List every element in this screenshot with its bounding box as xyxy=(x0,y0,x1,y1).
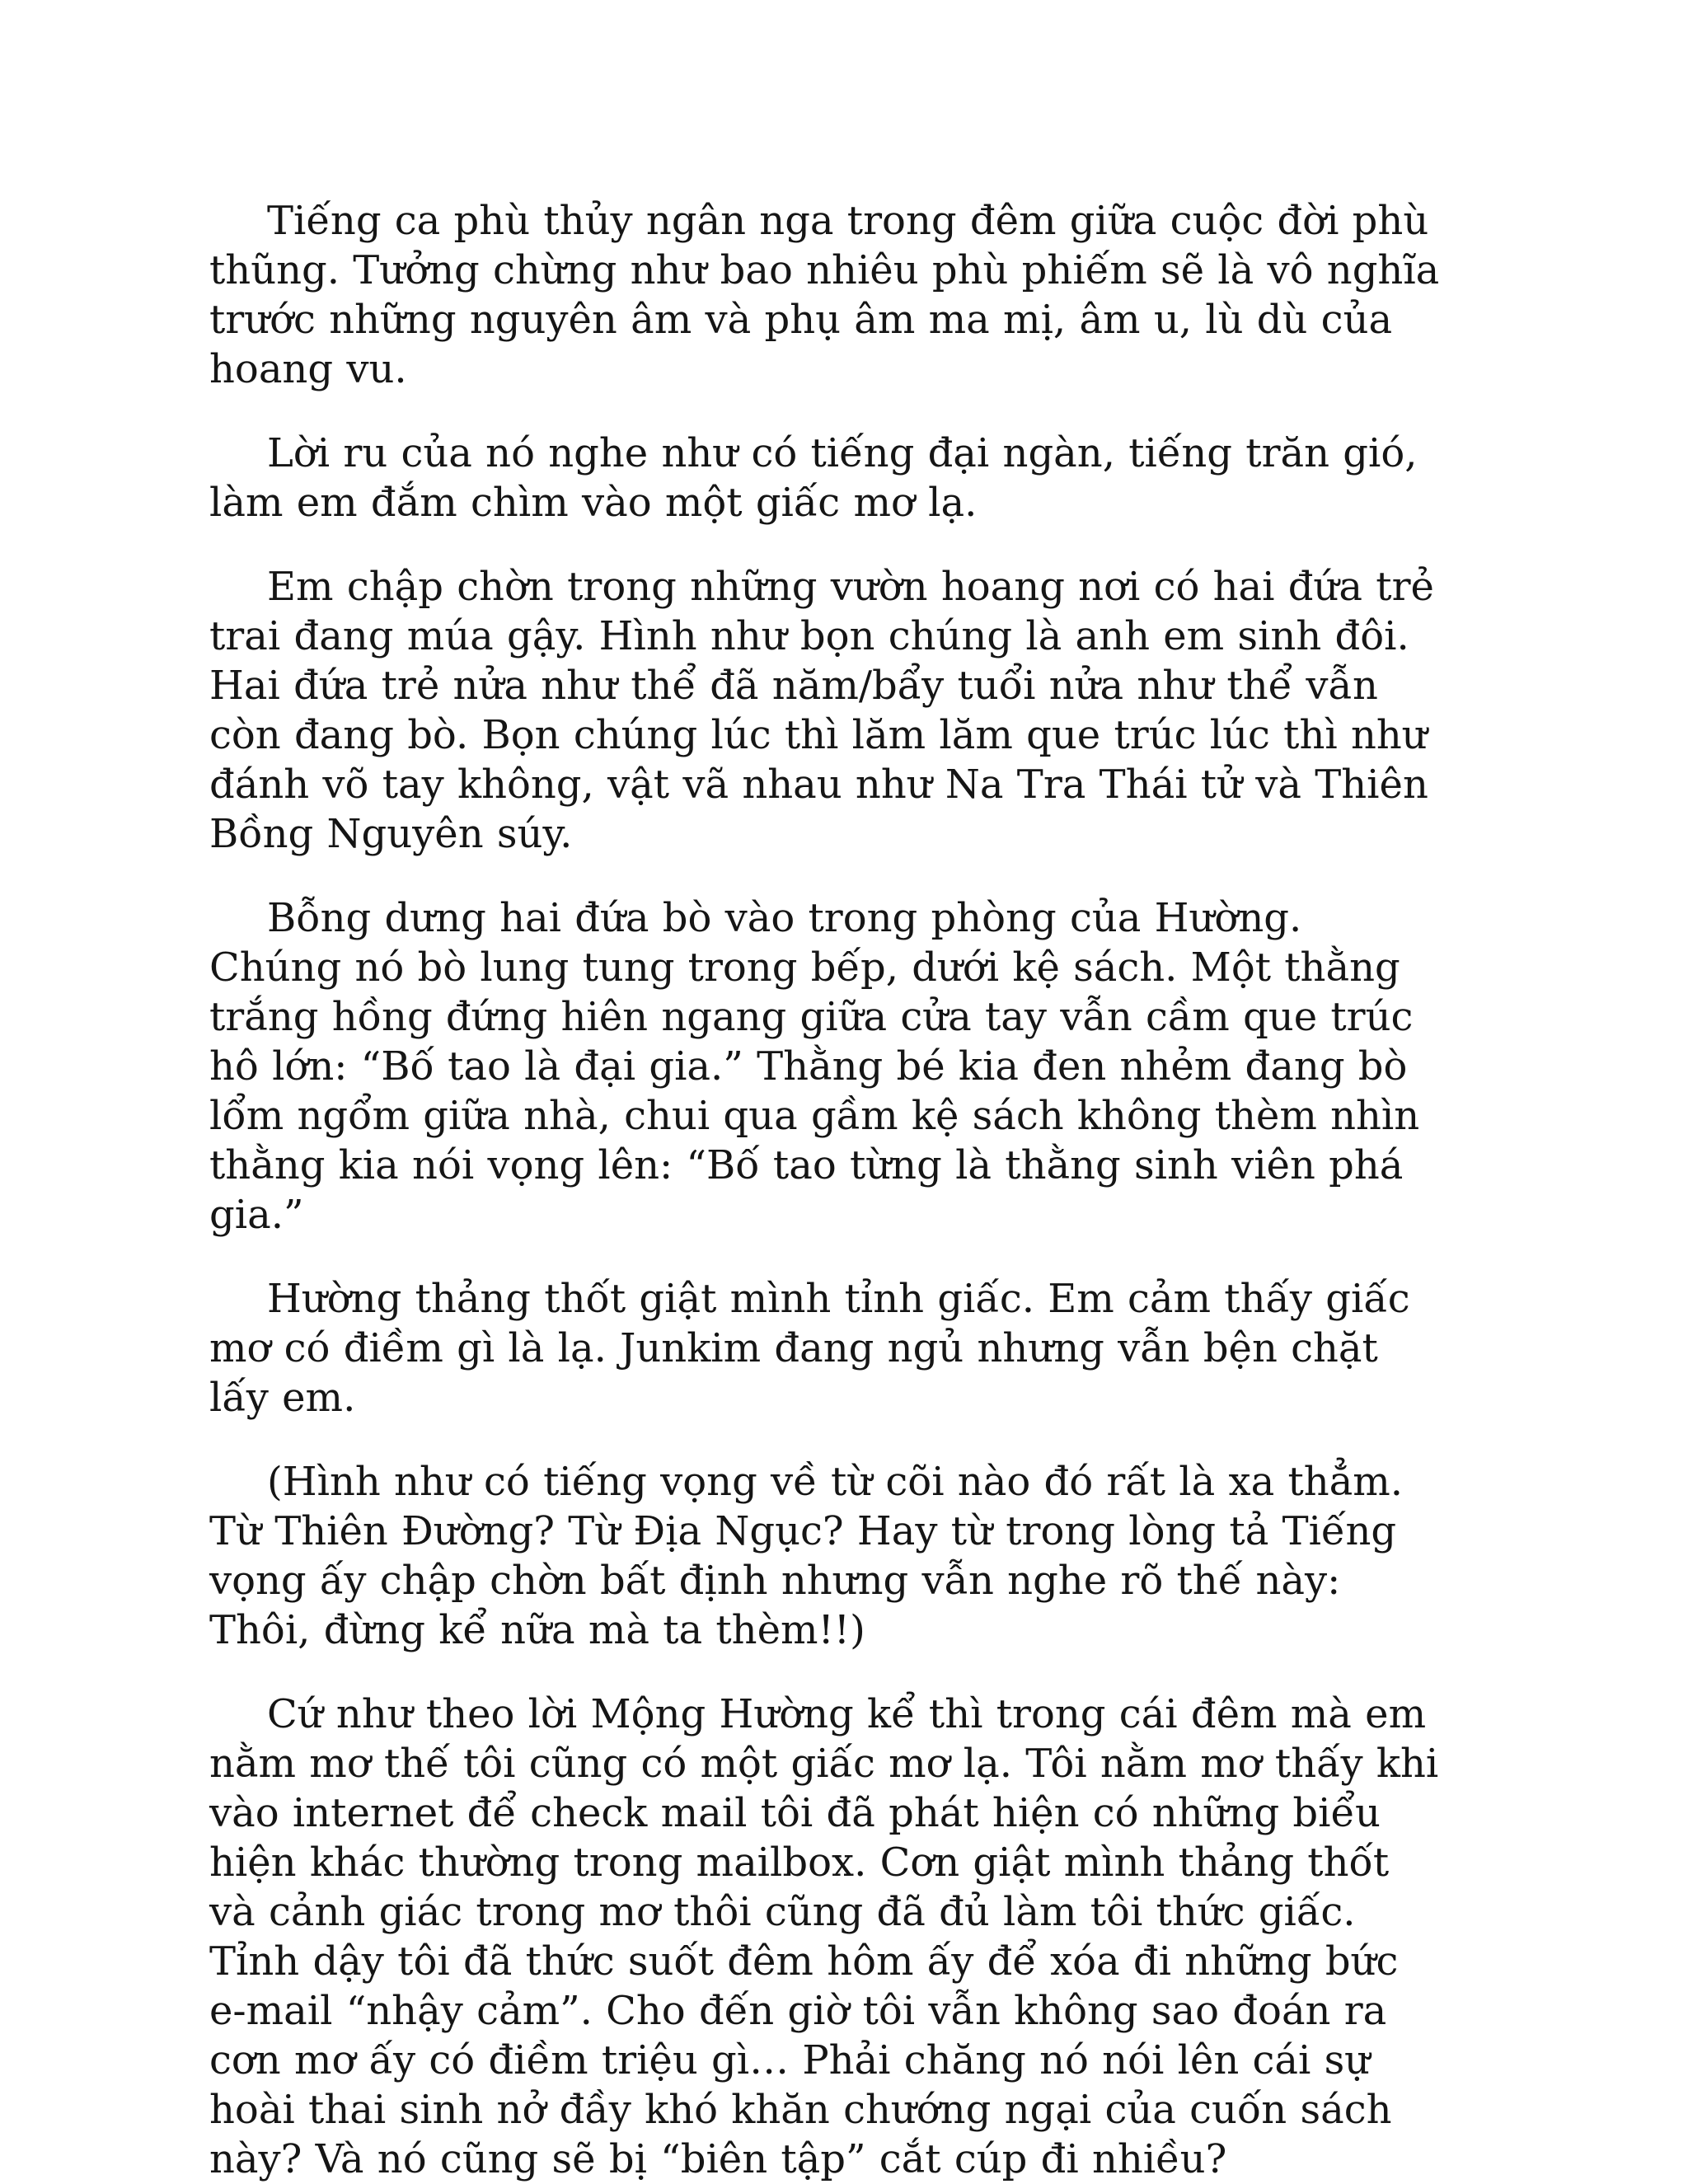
paragraph-4: Bỗng dưng hai đứa bò vào trong phòng của Hường. Chúng nó bò lung tung trong bếp, dưới kệ sách. Một thằng trắng hồng đứng hiên ngang giữa cửa tay vẫn cầm que trúc hô lớn: “Bố tao là đại gia.” Thằng bé kia đen nhẻm đang bò lổm ngổm giữa nhà, chui qua gầm kệ sách không thèm nhìn thằng kia nói vọng lên: “Bố tao từng là thằng sinh viên phá gia.” xyxy=(209,895,1420,1238)
paragraph-5: Hường thảng thốt giật mình tỉnh giấc. Em cảm thấy giấc mơ có điềm gì là lạ. Junkim đang ngủ nhưng vẫn bện chặt lấy em. xyxy=(209,1276,1410,1421)
paragraph-3: Em chập chờn trong những vườn hoang nơi có hai đứa trẻ trai đang múa gậy. Hình như bọn chúng là anh em sinh đôi. Hai đứa trẻ nửa như thể đã năm/bẩy tuổi nửa như thể vẫn còn đang bò. Bọn chúng lúc thì lăm lăm que trúc lúc thì như đánh võ tay không, vật vã nhau như Na Tra Thái tử và Thiên Bồng Nguyên súy. xyxy=(209,564,1434,857)
paragraph-2: Lời ru của nó nghe như có tiếng đại ngàn, tiếng trăn gió, làm em đắm chìm vào một giấc mơ lạ. xyxy=(209,430,1418,526)
paragraph-6: (Hình như có tiếng vọng về từ cõi nào đó rất là xa thẳm. Từ Thiên Đường? Từ Địa Ngục? Hay từ trong lòng tả Tiếng vọng ấy chập chờn bất định nhưng vẫn nghe rõ thế này: Thôi, đừng kể nữa mà ta thèm!!) xyxy=(209,1459,1404,1653)
paragraph-1: Tiếng ca phù thủy ngân nga trong đêm giữa cuộc đời phù thũng. Tưởng chừng như bao nhiêu phù phiếm sẽ là vô nghĩa trước những nguyên âm và phụ âm ma mị, âm u, lù dù của hoang vu. xyxy=(209,198,1440,392)
paragraph-7: Cứ như theo lời Mộng Hường kể thì trong cái đêm mà em nằm mơ thế tôi cũng có một giấc mơ lạ. Tôi nằm mơ thấy khi vào internet để check mail tôi đã phát hiện có những biểu hiện khác thường trong mailbox. Cơn giật mình thảng thốt và cảnh giác trong mơ thôi cũng đã đủ làm tôi thức giấc. Tỉnh dậy tôi đã thức suốt đêm hôm ấy để xóa đi những bức e-mail “nhậy cảm”. Cho đến giờ tôi vẫn không sao đoán ra cơn mơ ấy có điềm triệu gì… Phải chăng nó nói lên cái sự hoài thai sinh nở đầy khó khăn chướng ngại của cuốn sách này? Và nó cũng sẽ bị “biên tập” cắt cúp đi nhiều? xyxy=(209,1691,1439,2182)
